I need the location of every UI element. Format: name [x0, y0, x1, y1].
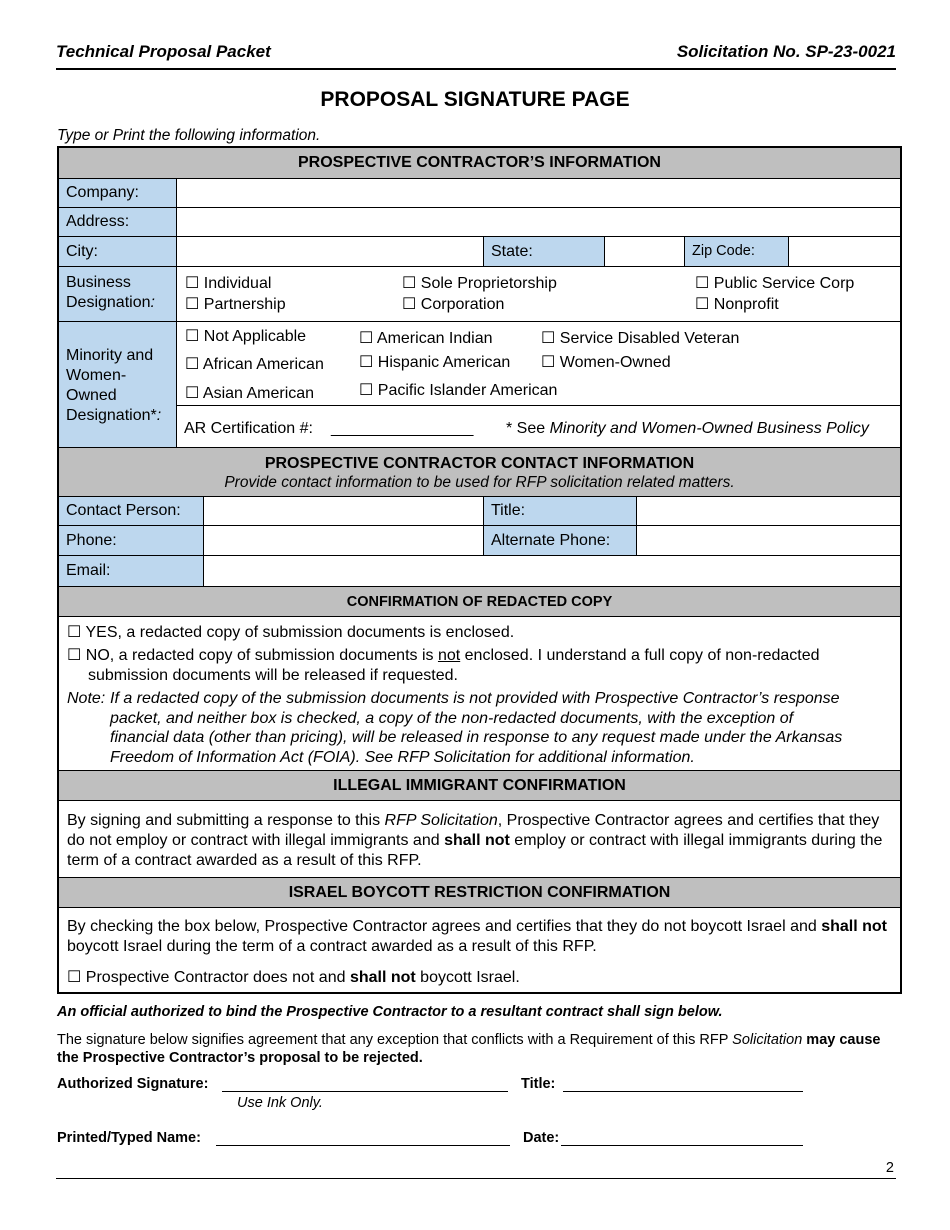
company-label: Company: — [59, 179, 177, 207]
phone-input[interactable] — [204, 526, 484, 555]
redacted-copy-header: CONFIRMATION OF REDACTED COPY — [59, 587, 900, 617]
contact-person-label: Contact Person: — [59, 497, 204, 525]
email-label: Email: — [59, 556, 204, 586]
agreement-solicitation: Solicitation — [732, 1032, 803, 1048]
official-note: An official authorized to bind the Prospective Contractor to a resultant contract shall sign below. — [57, 1004, 723, 1020]
city-row — [59, 237, 900, 267]
redacted-no-text-b: enclosed. I understand a full copy of non-redacted — [460, 647, 820, 664]
authorized-signature-line[interactable] — [222, 1091, 508, 1092]
checkbox-redacted-no[interactable] — [67, 646, 820, 686]
proposal-form — [57, 146, 902, 994]
email-input[interactable] — [204, 556, 900, 586]
minority-designation-row — [59, 322, 900, 448]
contact-person-row — [59, 497, 900, 526]
phone-label: Phone: — [59, 526, 204, 555]
address-input[interactable] — [177, 208, 900, 236]
contact-info-subtitle: Provide contact information to be used for RFP solicitation related matters. — [224, 474, 735, 491]
checkbox-african-american[interactable]: ☐ African American — [185, 356, 324, 373]
checkbox-public-service-corp[interactable]: ☐ Public Service Corp — [695, 275, 855, 292]
business-designation-label — [59, 267, 177, 321]
phone-row — [59, 526, 900, 556]
note-line4: Freedom of Information Act (FOIA). See RFP Solicitation for additional information. — [110, 748, 695, 766]
checkbox-women-owned[interactable]: ☐ Women-Owned — [541, 354, 671, 371]
redacted-note — [67, 689, 842, 767]
israel-checkbox-text-b: boycott Israel. — [415, 969, 520, 986]
minority-label-line4: Designation* — [66, 407, 157, 424]
ar-cert-input[interactable]: ________________ — [331, 420, 474, 437]
signature-title-line[interactable] — [563, 1091, 803, 1092]
printed-name-line[interactable] — [216, 1145, 510, 1146]
note-label: Note: — [67, 690, 106, 707]
illegal-text-2: , Prospective Contractor agrees and certifies that they do not employ or contract with illegal immigrants and — [67, 812, 880, 849]
minority-label-colon: : — [156, 407, 162, 424]
ink-note: Use Ink Only. — [237, 1095, 323, 1111]
note-line1: If a redacted copy of the submission documents is not provided with Prospective Contractor’s response — [110, 690, 840, 707]
page-title: PROPOSAL SIGNATURE PAGE — [320, 88, 630, 111]
checkbox-nonprofit[interactable]: ☐ Nonprofit — [695, 296, 779, 313]
illegal-text-1: By signing and submitting a response to this — [67, 812, 385, 829]
israel-checkbox-text-a: ☐ Prospective Contractor does not and — [67, 969, 350, 986]
city-input[interactable] — [177, 237, 484, 266]
ar-cert-divider — [177, 405, 900, 406]
signature-agreement — [57, 1031, 897, 1067]
see-prefix: * See — [506, 420, 550, 437]
redacted-no-text-a: ☐ NO, a redacted copy of submission documents is — [67, 647, 438, 664]
agreement-bold: may cause the Prospective Contractor’s proposal to be rejected. — [57, 1032, 881, 1066]
company-row — [59, 179, 900, 208]
israel-text-1: By checking the box below, Prospective Contractor agrees and certifies that they do not boycott Israel and — [67, 918, 822, 935]
note-line3: financial data (other than pricing), will be released in response to any request made under the Arkansas — [110, 729, 843, 746]
checkbox-redacted-yes[interactable]: ☐ YES, a redacted copy of submission documents is enclosed. — [67, 624, 515, 641]
checkbox-israel-boycott[interactable] — [67, 967, 520, 987]
policy-name: Minority and Women-Owned Business Policy — [549, 420, 869, 437]
address-row — [59, 208, 900, 237]
printed-name-label: Printed/Typed Name: — [57, 1130, 201, 1146]
checkbox-american-indian[interactable]: ☐ American Indian — [359, 330, 493, 347]
illegal-text-shall-not: shall not — [444, 832, 510, 849]
contact-title-input[interactable] — [637, 497, 900, 525]
illegal-text-rfp: RFP Solicitation — [384, 812, 498, 829]
checkbox-pacific-islander-american[interactable]: ☐ Pacific Islander American — [359, 382, 558, 399]
minority-designation-label — [59, 322, 177, 447]
alternate-phone-input[interactable] — [637, 526, 900, 555]
illegal-immigrant-body — [59, 801, 900, 878]
checkbox-corporation[interactable]: ☐ Corporation — [402, 296, 505, 313]
footer-rule — [56, 1178, 896, 1179]
see-policy-note — [506, 420, 869, 438]
redacted-copy-body — [59, 617, 900, 771]
checkbox-not-applicable[interactable]: ☐ Not Applicable — [185, 328, 307, 345]
contact-person-input[interactable] — [204, 497, 484, 525]
israel-boycott-text — [67, 917, 895, 957]
state-input[interactable] — [605, 237, 685, 266]
redacted-no-not: not — [437, 647, 461, 664]
page-number: 2 — [885, 1160, 894, 1176]
illegal-immigrant-header: ILLEGAL IMMIGRANT CONFIRMATION — [59, 771, 900, 801]
alternate-phone-label: Alternate Phone: — [484, 526, 637, 555]
note-line2: packet, and neither box is checked, a copy of the non-redacted documents, with the exception of — [110, 709, 794, 727]
contact-title-label: Title: — [484, 497, 637, 525]
instruction-text: Type or Print the following information. — [57, 127, 321, 144]
state-label: State: — [484, 237, 605, 266]
business-label-line1: Business — [66, 274, 131, 291]
minority-label-line3: Owned — [66, 387, 117, 404]
israel-boycott-header: ISRAEL BOYCOTT RESTRICTION CONFIRMATION — [59, 878, 900, 908]
israel-text-shall-not: shall not — [821, 918, 887, 935]
contact-info-title: PROSPECTIVE CONTRACTOR CONTACT INFORMATION — [264, 455, 695, 472]
business-label-colon: : — [150, 294, 155, 311]
minority-label-line1: Minority and — [66, 347, 154, 364]
checkbox-hispanic-american[interactable]: ☐ Hispanic American — [359, 354, 511, 371]
checkbox-service-disabled-veteran[interactable]: ☐ Service Disabled Veteran — [541, 330, 740, 347]
illegal-text-3: employ or contract with illegal immigrants during the term of a contract awarded as a result of this RFP. — [67, 832, 883, 869]
signature-title-label: Title: — [521, 1076, 556, 1092]
business-label-line2: Designation — [66, 294, 151, 311]
checkbox-partnership[interactable]: ☐ Partnership — [185, 296, 286, 313]
israel-checkbox-shall-not: shall not — [349, 969, 416, 986]
date-label: Date: — [523, 1130, 560, 1146]
agreement-text-1: The signature below signifies agreement that any exception that conflicts with a Requirement of this RFP — [57, 1032, 733, 1048]
checkbox-asian-american[interactable]: ☐ Asian American — [185, 385, 315, 402]
minority-label-line2: Women- — [66, 367, 127, 384]
zip-input[interactable] — [789, 237, 900, 266]
contractor-info-header: PROSPECTIVE CONTRACTOR’S INFORMATION — [59, 148, 900, 179]
company-input[interactable] — [177, 179, 900, 207]
business-designation-row — [59, 267, 900, 322]
israel-boycott-body — [59, 908, 900, 992]
page-header — [56, 42, 896, 70]
solicitation-number: Solicitation No. SP-23-0021 — [676, 42, 896, 61]
authorized-signature-label: Authorized Signature: — [57, 1076, 209, 1092]
city-label: City: — [59, 237, 177, 266]
ar-cert-label: AR Certification #: — [184, 420, 313, 437]
israel-text-2: boycott Israel during the term of a contract awarded as a result of this RFP. — [67, 938, 597, 955]
illegal-immigrant-text — [67, 811, 895, 871]
contact-info-header — [59, 448, 900, 497]
redacted-no-line2: submission documents will be released if requested. — [88, 667, 458, 684]
date-line[interactable] — [561, 1145, 803, 1146]
packet-title: Technical Proposal Packet — [56, 42, 271, 61]
zip-label: Zip Code: — [685, 237, 789, 266]
checkbox-sole-proprietorship[interactable]: ☐ Sole Proprietorship — [402, 275, 557, 292]
address-label: Address: — [59, 208, 177, 236]
checkbox-individual[interactable]: ☐ Individual — [185, 275, 272, 292]
email-row — [59, 556, 900, 587]
